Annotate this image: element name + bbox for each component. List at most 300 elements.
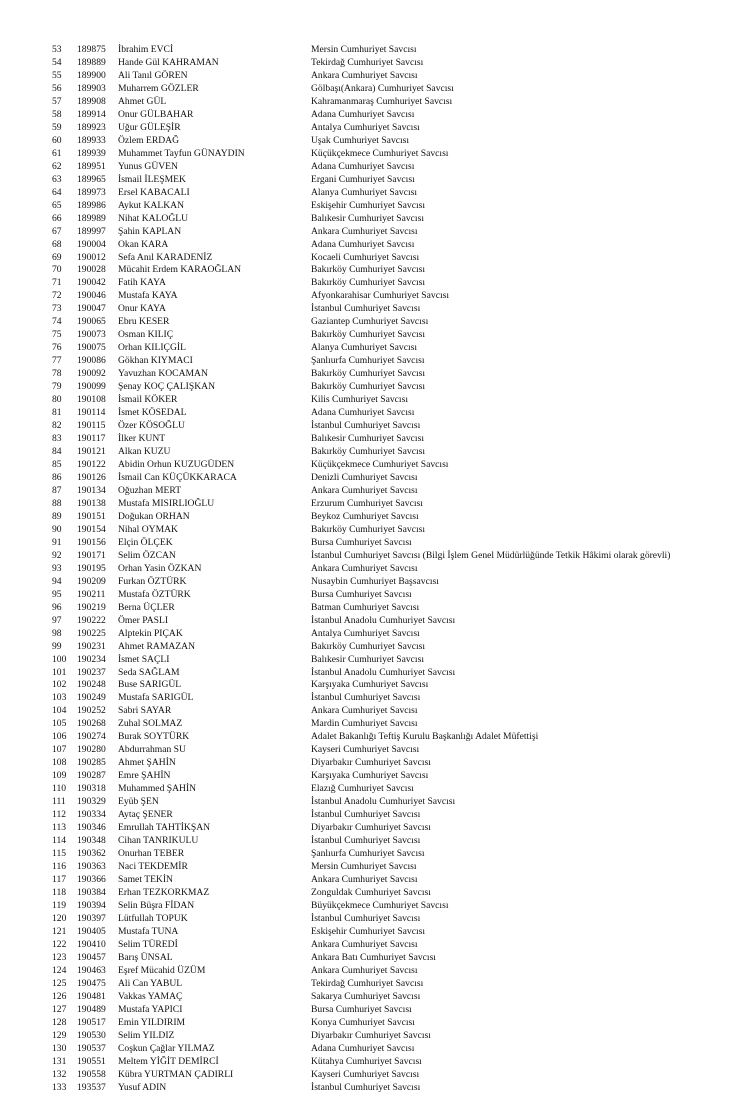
registry-number: 190028: [77, 264, 106, 276]
row-number: 110: [52, 783, 67, 795]
assignment: Ankara Cumhuriyet Savcısı: [311, 938, 418, 950]
assignment: Balıkesir Cumhuriyet Savcısı: [311, 212, 424, 224]
registry-number: 190334: [77, 809, 106, 821]
assignment: Diyarbakır Cumhuriyet Savcısı: [311, 757, 431, 769]
row-number: 94: [52, 575, 62, 587]
person-name: Ersel KABACALI: [118, 186, 190, 198]
assignment: Karşıyaka Cumhuriyet Savcısı: [311, 679, 429, 691]
list-row: [0, 57, 730, 70]
assignment: İstanbul Cumhuriyet Savcısı: [311, 692, 421, 704]
registry-number: 190397: [77, 912, 106, 924]
list-row: [0, 290, 730, 303]
person-name: Erhan TEZKORKMAZ: [118, 886, 210, 898]
registry-number: 190346: [77, 822, 106, 834]
row-number: 72: [52, 290, 62, 302]
list-row: [0, 498, 730, 511]
row-number: 126: [52, 990, 67, 1002]
list-row: [0, 589, 730, 602]
row-number: 75: [52, 329, 62, 341]
list-row: [0, 744, 730, 757]
row-number: 79: [52, 381, 62, 393]
list-row: [0, 692, 730, 705]
registry-number: 190151: [77, 510, 106, 522]
person-name: Şahin KAPLAN: [118, 225, 182, 237]
registry-number: 190108: [77, 394, 106, 406]
assignment: Nusaybin Cumhuriyet Başsavcısı: [311, 575, 439, 587]
list-row: [0, 926, 730, 939]
list-row: [0, 822, 730, 835]
registry-number: 190154: [77, 523, 106, 535]
row-number: 107: [52, 744, 67, 756]
assignment: Afyonkarahisar Cumhuriyet Savcısı: [311, 290, 450, 302]
person-name: Muhammed ŞAHİN: [118, 783, 197, 795]
registry-number: 190329: [77, 796, 106, 808]
person-name: Ahmet GÜL: [118, 95, 167, 107]
row-number: 113: [52, 822, 67, 834]
row-number: 97: [52, 614, 62, 626]
registry-number: 190234: [77, 653, 106, 665]
assignment: Adana Cumhuriyet Savcısı: [311, 160, 415, 172]
person-name: Hande Gül KAHRAMAN: [118, 56, 219, 68]
list-row: [0, 381, 730, 394]
assignment: Bakırköy Cumhuriyet Savcısı: [311, 381, 426, 393]
assignment: Bakırköy Cumhuriyet Savcısı: [311, 523, 426, 535]
list-row: [0, 200, 730, 213]
row-number: 109: [52, 770, 67, 782]
person-name: Okan KARA: [118, 238, 169, 250]
row-number: 87: [52, 484, 62, 496]
assignment: Batman Cumhuriyet Savcısı: [311, 601, 420, 613]
list-row: [0, 277, 730, 290]
row-number: 83: [52, 433, 62, 445]
list-row: [0, 96, 730, 109]
list-row: [0, 939, 730, 952]
person-name: Barış ÜNSAL: [118, 951, 173, 963]
list-row: [0, 1004, 730, 1017]
row-number: 114: [52, 835, 67, 847]
row-number: 103: [52, 692, 67, 704]
registry-number: 189875: [77, 44, 106, 55]
person-name: Gökhan KIYMACI: [118, 355, 193, 367]
registry-number: 189933: [77, 134, 106, 146]
row-number: 74: [52, 316, 62, 328]
list-row: [0, 368, 730, 381]
person-name: Burak SOYTÜRK: [118, 731, 190, 743]
list-row: [0, 537, 730, 550]
person-name: Özlem ERDAĞ: [118, 134, 180, 146]
registry-number: 190073: [77, 329, 106, 341]
list-row: [0, 161, 730, 174]
person-name: Mustafa MISIRLIOĞLU: [118, 497, 215, 509]
list-row: [0, 718, 730, 731]
assignment: Kahramanmaraş Cumhuriyet Savcısı: [311, 95, 453, 107]
assignment: Alanya Cumhuriyet Savcısı: [311, 342, 418, 354]
registry-number: 190280: [77, 744, 106, 756]
registry-number: 190225: [77, 627, 106, 639]
list-row: [0, 511, 730, 524]
list-row: [0, 654, 730, 667]
person-name: İbrahim EVCİ: [118, 44, 174, 55]
row-number: 76: [52, 342, 62, 354]
list-row: [0, 861, 730, 874]
person-name: Cihan TANRIKULU: [118, 835, 199, 847]
list-row: [0, 705, 730, 718]
assignment: Eskişehir Cumhuriyet Savcısı: [311, 925, 426, 937]
assignment: İstanbul Cumhuriyet Savcısı: [311, 912, 421, 924]
registry-number: 190086: [77, 355, 106, 367]
assignment: Elazığ Cumhuriyet Savcısı: [311, 783, 414, 795]
assignment: Diyarbakır Cumhuriyet Savcısı: [311, 1029, 431, 1041]
list-row: [0, 602, 730, 615]
row-number: 111: [52, 796, 66, 808]
row-number: 133: [52, 1081, 67, 1093]
assignment: Gölbaşı(Ankara) Cumhuriyet Savcısı: [311, 82, 454, 94]
person-name: Ali Can YABUL: [118, 977, 183, 989]
assignment: İstanbul Cumhuriyet Savcısı: [311, 303, 421, 315]
assignment: Şanlıurfa Cumhuriyet Savcısı: [311, 355, 425, 367]
person-name: Vakkas YAMAÇ: [118, 990, 183, 1002]
person-name: Mustafa TUNA: [118, 925, 179, 937]
person-name: Özer KÖSOĞLU: [118, 420, 185, 432]
person-name: Mustafa ÖZTÜRK: [118, 588, 191, 600]
assignment: Balıkesir Cumhuriyet Savcısı: [311, 433, 424, 445]
assignment: Kütahya Cumhuriyet Savcısı: [311, 1055, 422, 1067]
registry-number: 190195: [77, 562, 106, 574]
row-number: 118: [52, 886, 67, 898]
list-row: [0, 459, 730, 472]
registry-number: 190348: [77, 835, 106, 847]
row-number: 69: [52, 251, 62, 263]
assignment: Adana Cumhuriyet Savcısı: [311, 108, 415, 120]
person-name: İsmet KÖSEDAL: [118, 407, 187, 419]
registry-number: 190248: [77, 679, 106, 691]
list-row: [0, 796, 730, 809]
registry-number: 190394: [77, 899, 106, 911]
assignment: Bakırköy Cumhuriyet Savcısı: [311, 264, 426, 276]
assignment: Bursa Cumhuriyet Savcısı: [311, 588, 412, 600]
registry-number: 190530: [77, 1029, 106, 1041]
assignment: İstanbul Cumhuriyet Savcısı (Bilgi İşlem Genel Müdürlüğünde Tetkik Hâkimi olarak görevli): [311, 549, 671, 561]
registry-number: 190537: [77, 1042, 106, 1054]
registry-number: 190318: [77, 783, 106, 795]
row-number: 54: [52, 56, 62, 68]
assignment: Uşak Cumhuriyet Savcısı: [311, 134, 410, 146]
personnel-list: [0, 44, 730, 1094]
row-number: 124: [52, 964, 67, 976]
registry-number: 190211: [77, 588, 106, 600]
assignment: Adana Cumhuriyet Savcısı: [311, 407, 415, 419]
person-name: Seda SAĞLAM: [118, 666, 180, 678]
row-number: 131: [52, 1055, 67, 1067]
person-name: Abidin Orhun KUZUGÜDEN: [118, 459, 235, 470]
row-number: 84: [52, 446, 62, 458]
row-number: 59: [52, 121, 62, 133]
assignment: Ankara Batı Cumhuriyet Savcısı: [311, 951, 436, 963]
list-row: [0, 550, 730, 563]
assignment: Antalya Cumhuriyet Savcısı: [311, 121, 420, 133]
assignment: İstanbul Anadolu Cumhuriyet Savcısı: [311, 614, 456, 626]
registry-number: 190481: [77, 990, 106, 1002]
registry-number: 190115: [77, 420, 106, 432]
list-row: [0, 355, 730, 368]
registry-number: 190114: [77, 407, 106, 419]
list-row: [0, 446, 730, 459]
registry-number: 190121: [77, 446, 106, 458]
row-number: 99: [52, 640, 62, 652]
registry-number: 189900: [77, 69, 106, 81]
list-row: [0, 1069, 730, 1082]
registry-number: 190156: [77, 536, 106, 548]
registry-number: 190065: [77, 316, 106, 328]
person-name: Yunus GÜVEN: [118, 160, 178, 172]
registry-number: 190122: [77, 459, 106, 470]
person-name: Onur GÜLBAHAR: [118, 108, 194, 120]
list-row: [0, 524, 730, 537]
row-number: 95: [52, 588, 62, 600]
registry-number: 189986: [77, 199, 106, 211]
assignment: Mardin Cumhuriyet Savcısı: [311, 718, 418, 730]
assignment: Küçükçekmece Cumhuriyet Savcısı: [311, 459, 449, 470]
registry-number: 189903: [77, 82, 106, 94]
row-number: 129: [52, 1029, 67, 1041]
list-row: [0, 679, 730, 692]
registry-number: 190551: [77, 1055, 106, 1067]
list-row: [0, 848, 730, 861]
assignment: Konya Cumhuriyet Savcısı: [311, 1016, 415, 1028]
assignment: Kayseri Cumhuriyet Savcısı: [311, 1068, 420, 1080]
registry-number: 189908: [77, 95, 106, 107]
assignment: Karşıyaka Cumhuriyet Savcısı: [311, 770, 429, 782]
list-row: [0, 420, 730, 433]
row-number: 106: [52, 731, 67, 743]
row-number: 60: [52, 134, 62, 146]
registry-number: 190134: [77, 484, 106, 496]
registry-number: 190268: [77, 718, 106, 730]
registry-number: 190099: [77, 381, 106, 393]
registry-number: 190075: [77, 342, 106, 354]
person-name: Abdurrahman SU: [118, 744, 186, 756]
row-number: 98: [52, 627, 62, 639]
row-number: 100: [52, 653, 67, 665]
assignment: Ankara Cumhuriyet Savcısı: [311, 69, 418, 81]
row-number: 63: [52, 173, 62, 185]
assignment: Adana Cumhuriyet Savcısı: [311, 1042, 415, 1054]
registry-number: 190117: [77, 433, 106, 445]
registry-number: 189989: [77, 212, 106, 224]
registry-number: 193537: [77, 1081, 106, 1093]
registry-number: 190092: [77, 368, 106, 380]
assignment: Sakarya Cumhuriyet Savcısı: [311, 990, 421, 1002]
row-number: 127: [52, 1003, 67, 1015]
list-row: [0, 615, 730, 628]
registry-number: 190219: [77, 601, 106, 613]
assignment: İstanbul Anadolu Cumhuriyet Savcısı: [311, 666, 456, 678]
row-number: 80: [52, 394, 62, 406]
list-row: [0, 122, 730, 135]
person-name: Muhammet Tayfun GÜNAYDIN: [118, 147, 245, 159]
list-row: [0, 913, 730, 926]
registry-number: 189939: [77, 147, 106, 159]
row-number: 101: [52, 666, 67, 678]
row-number: 104: [52, 705, 67, 717]
list-row: [0, 667, 730, 680]
person-name: Onur KAYA: [118, 303, 166, 315]
row-number: 120: [52, 912, 67, 924]
assignment: Ankara Cumhuriyet Savcısı: [311, 562, 418, 574]
person-name: Ebru KESER: [118, 316, 170, 328]
assignment: Beykoz Cumhuriyet Savcısı: [311, 510, 419, 522]
assignment: Adalet Bakanlığı Teftiş Kurulu Başkanlığı Adalet Müfettişi: [311, 731, 539, 743]
assignment: Ankara Cumhuriyet Savcısı: [311, 225, 418, 237]
assignment: Erzurum Cumhuriyet Savcısı: [311, 497, 423, 509]
list-row: [0, 213, 730, 226]
assignment: Kilis Cumhuriyet Savcısı: [311, 394, 409, 406]
registry-number: 189997: [77, 225, 106, 237]
row-number: 57: [52, 95, 62, 107]
registry-number: 189973: [77, 186, 106, 198]
assignment: Zonguldak Cumhuriyet Savcısı: [311, 886, 431, 898]
assignment: Büyükçekmece Cumhuriyet Savcısı: [311, 899, 449, 911]
list-row: [0, 264, 730, 277]
registry-number: 190171: [77, 549, 106, 561]
registry-number: 190285: [77, 757, 106, 769]
person-name: Oğuzhan MERT: [118, 484, 182, 496]
person-name: İsmail KÖKER: [118, 394, 178, 406]
registry-number: 190046: [77, 290, 106, 302]
list-row: [0, 1017, 730, 1030]
assignment: Mersin Cumhuriyet Savcısı: [311, 44, 417, 55]
row-number: 125: [52, 977, 67, 989]
row-number: 65: [52, 199, 62, 211]
assignment: Ergani Cumhuriyet Savcısı: [311, 173, 415, 185]
person-name: Onurhan TEBER: [118, 848, 185, 860]
list-row: [0, 900, 730, 913]
list-row: [0, 887, 730, 900]
assignment: İstanbul Cumhuriyet Savcısı: [311, 809, 421, 821]
person-name: Mustafa KAYA: [118, 290, 178, 302]
list-row: [0, 239, 730, 252]
row-number: 55: [52, 69, 62, 81]
assignment: İstanbul Anadolu Cumhuriyet Savcısı: [311, 796, 456, 808]
row-number: 66: [52, 212, 62, 224]
person-name: Osman KILIÇ: [118, 329, 174, 341]
person-name: Aykut KALKAN: [118, 199, 185, 211]
assignment: Tekirdağ Cumhuriyet Savcısı: [311, 977, 424, 989]
list-row: [0, 952, 730, 965]
row-number: 82: [52, 420, 62, 432]
person-name: Selin Büşra FİDAN: [118, 899, 195, 911]
list-row: [0, 809, 730, 822]
registry-number: 190274: [77, 731, 106, 743]
row-number: 64: [52, 186, 62, 198]
registry-number: 190366: [77, 874, 106, 885]
list-row: [0, 770, 730, 783]
list-row: [0, 978, 730, 991]
list-row: [0, 407, 730, 420]
registry-number: 189951: [77, 160, 106, 172]
list-row: [0, 252, 730, 265]
registry-number: 189965: [77, 173, 106, 185]
assignment: Şanlıurfa Cumhuriyet Savcısı: [311, 848, 425, 860]
list-row: [0, 731, 730, 744]
row-number: 68: [52, 238, 62, 250]
person-name: Şenay KOÇ ÇALIŞKAN: [118, 381, 216, 393]
person-name: Alptekin PIÇAK: [118, 627, 183, 639]
registry-number: 190138: [77, 497, 106, 509]
row-number: 123: [52, 951, 67, 963]
list-row: [0, 303, 730, 316]
list-row: [0, 1030, 730, 1043]
person-name: Coşkun Çağlar YILMAZ: [118, 1042, 215, 1054]
person-name: Orhan KILIÇGİL: [118, 342, 186, 354]
list-row: [0, 563, 730, 576]
person-name: Lütfullah TOPUK: [118, 912, 188, 924]
row-number: 88: [52, 497, 62, 509]
list-row: [0, 174, 730, 187]
row-number: 130: [52, 1042, 67, 1054]
person-name: Sabri SAYAR: [118, 705, 172, 717]
person-name: İsmet SAÇLI: [118, 653, 170, 665]
row-number: 53: [52, 44, 62, 55]
registry-number: 190252: [77, 705, 106, 717]
person-name: İsmail Can KÜÇÜKKARACA: [118, 471, 237, 483]
list-row: [0, 187, 730, 200]
registry-number: 190362: [77, 848, 106, 860]
person-name: Alkan KUZU: [118, 446, 171, 458]
person-name: Selim ÖZCAN: [118, 549, 176, 561]
registry-number: 190126: [77, 471, 106, 483]
person-name: Meltem YİĞİT DEMİRCİ: [118, 1055, 219, 1067]
person-name: Elçin ÖLÇEK: [118, 536, 173, 548]
registry-number: 190047: [77, 303, 106, 315]
person-name: Emre ŞAHİN: [118, 770, 171, 782]
row-number: 96: [52, 601, 62, 613]
assignment: Alanya Cumhuriyet Savcısı: [311, 186, 418, 198]
person-name: Doğukan ORHAN: [118, 510, 190, 522]
person-name: Nihal OYMAK: [118, 523, 178, 535]
assignment: Antalya Cumhuriyet Savcısı: [311, 627, 420, 639]
registry-number: 190249: [77, 692, 106, 704]
assignment: İstanbul Cumhuriyet Savcısı: [311, 835, 421, 847]
row-number: 102: [52, 679, 67, 691]
person-name: Yavuzhan KOCAMAN: [118, 368, 208, 380]
assignment: Denizli Cumhuriyet Savcısı: [311, 471, 418, 483]
row-number: 56: [52, 82, 62, 94]
registry-number: 190209: [77, 575, 106, 587]
list-row: [0, 109, 730, 122]
person-name: Zuhal SOLMAZ: [118, 718, 183, 730]
assignment: Bakırköy Cumhuriyet Savcısı: [311, 329, 426, 341]
row-number: 115: [52, 848, 67, 860]
person-name: Mustafa SARIGÜL: [118, 692, 194, 704]
assignment: Gaziantep Cumhuriyet Savcısı: [311, 316, 429, 328]
assignment: Diyarbakır Cumhuriyet Savcısı: [311, 822, 431, 834]
person-name: Ömer PASLI: [118, 614, 169, 626]
assignment: Bursa Cumhuriyet Savcısı: [311, 1003, 412, 1015]
person-name: Selim YILDIZ: [118, 1029, 175, 1041]
list-row: [0, 342, 730, 355]
registry-number: 190558: [77, 1068, 106, 1080]
assignment: Bursa Cumhuriyet Savcısı: [311, 536, 412, 548]
registry-number: 189923: [77, 121, 106, 133]
assignment: Küçükçekmece Cumhuriyet Savcısı: [311, 147, 449, 159]
row-number: 78: [52, 368, 62, 380]
row-number: 85: [52, 459, 62, 470]
person-name: Orhan Yasin ÖZKAN: [118, 562, 202, 574]
row-number: 112: [52, 809, 67, 821]
assignment: Bakırköy Cumhuriyet Savcısı: [311, 277, 426, 289]
assignment: Tekirdağ Cumhuriyet Savcısı: [311, 56, 424, 68]
